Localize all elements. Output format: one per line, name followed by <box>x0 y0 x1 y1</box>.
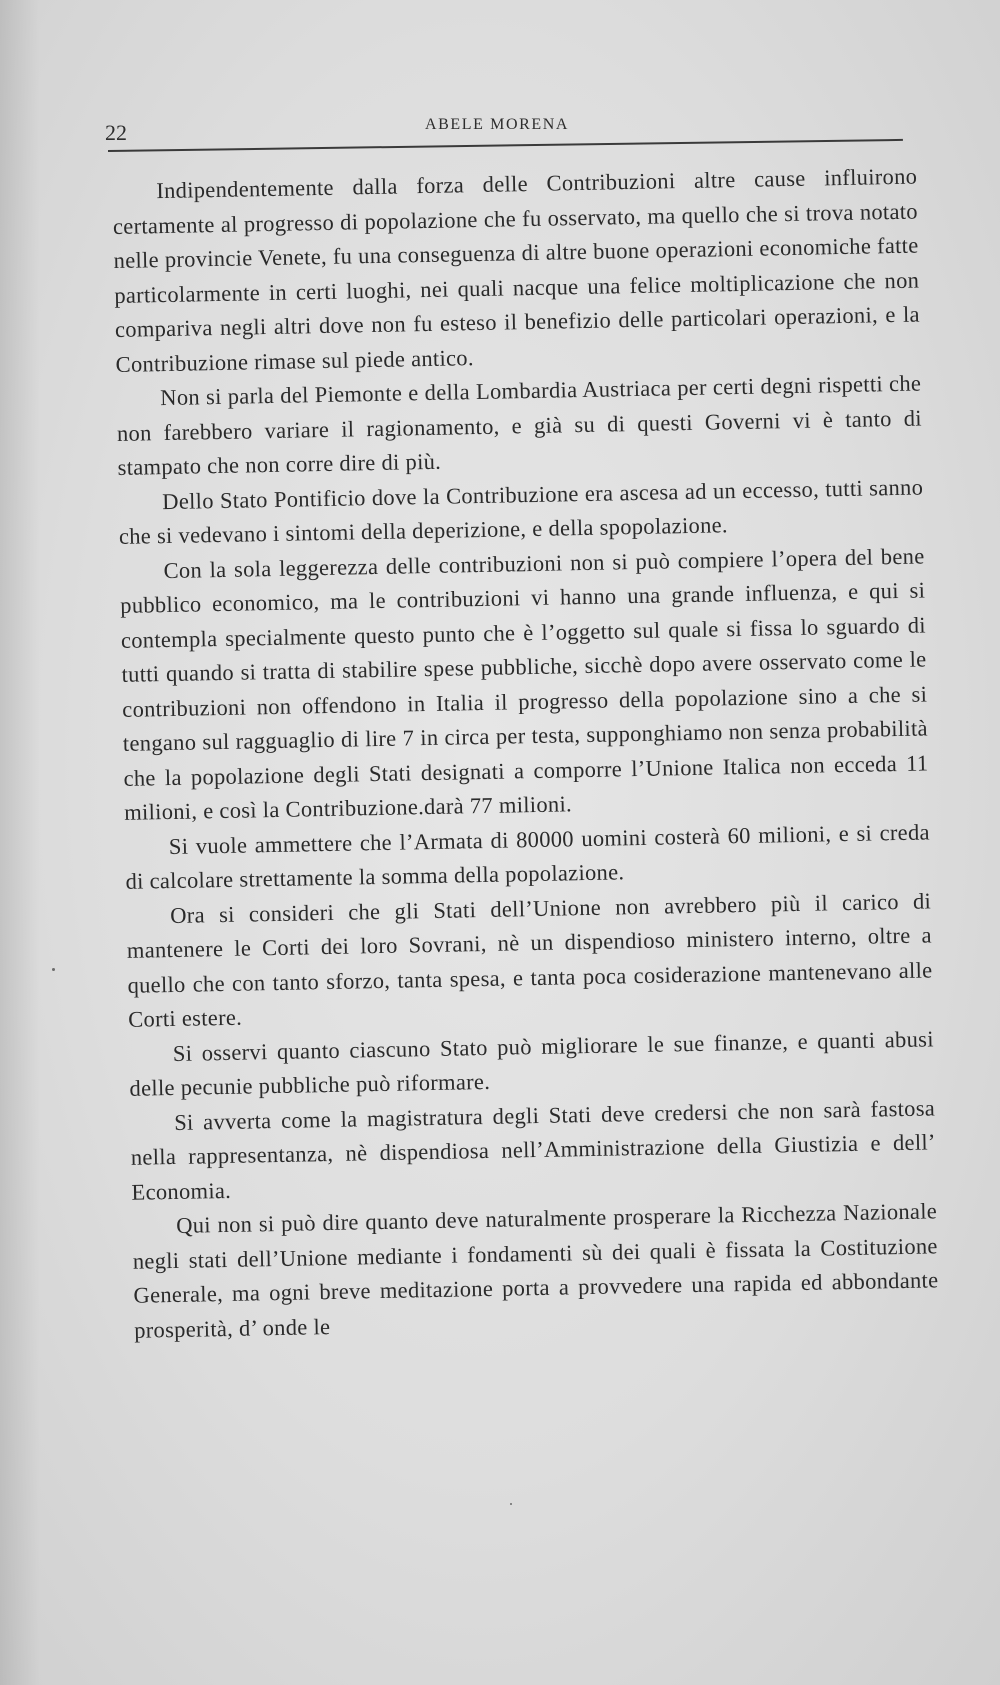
paragraph-4: Con la sola leggerezza delle contribuzioni non si può compiere l’opera del bene pubblico economico, ma le contribuzioni vi hanno una grande influenza, e qui si contempla specialmente questo punto che è l’oggetto sul quale si fissa lo sguardo di tutti quando si tratta di stabilire spese pubbliche, sicchè dopo avere osservato come le contribuzioni non offendono in Italia il progresso della popolazione sino a che si tengano sul ragguaglio di lire 7 in circa per testa, supponghiamo non senza probabilità che la popolazione degli Stati designati a comporre l’Unione Italica non ecceda 11 milioni, e così la Contribuzione.darà 77 milioni. <box>120 542 929 825</box>
paragraph-7: Si osservi quanto ciascuno Stato può migliorare le sue finanze, e quanti abusi delle pecunie pubbliche può riformare. <box>129 1025 934 1101</box>
paragraph-2: Non si parla del Piemonte e della Lombardia Austriaca per certi degni rispetti che non farebbero variare il ragionamento, e già su di questi Governi vi è tanto di stampato che non corre dire di più. <box>116 370 923 480</box>
page-number: 22 <box>105 120 127 145</box>
paragraph-8: Si avverta come la magistratura degli Stati deve credersi che non sarà fastosa nella rappresentanza, nè dispendiosa nell’Amministrazione della Giustizia e dell’ Economia. <box>130 1094 936 1205</box>
paragraph-9: Qui non si può dire quanto deve naturalmente prosperare la Ricchezza Nazionale negli stati dell’Unione mediante i fondamenti sù dei quali è fissata la Costituzione Generale, ma ogni breve meditazione porta a provvedere una rapida ed abbondante prosperità, d’ onde le <box>132 1198 939 1343</box>
running-head: ABELE MORENA <box>425 116 570 133</box>
body-text <box>112 160 939 1348</box>
paper-speck <box>510 1503 512 1505</box>
page-edge-shadow <box>0 0 40 1685</box>
paper-speck <box>52 968 55 971</box>
paragraph-3: Dello Stato Pontificio dove la Contribuzione era ascesa ad un eccesso, tutti sanno che si vedevano i sintomi della deperizione, e della spopolazione. <box>118 473 924 549</box>
paragraph-6: Ora si consideri che gli Stati dell’Unione non avrebbero più il carico di mantenere le Corti dei loro Sovrani, nè un dispendioso ministero interno, oltre a quello che con tanto sforzo, tanta spesa, e tanta poca cosiderazione mantenevano alle Corti estere. <box>126 887 933 1032</box>
paragraph-1: Indipendentemente dalla forza delle Contribuzioni altre cause influirono certamente al progresso di popolazione che fu osservato, ma quello che si trova notato nelle provincie Venete, fu una conseguenza di altre buone operazioni economiche fatte particolarmente in certi luoghi, nei quali nacque una felice moltiplicazione che non compariva negli altri dove non fu esteso il benefizio delle particolari operazioni, e la Contribuzione rimase sul piede antico. <box>112 163 921 377</box>
paragraph-5: Si vuole ammettere che l’Armata di 80000 uomini costerà 60 milioni, e si creda di calcolare strettamente la somma della popolazione. <box>125 818 930 894</box>
